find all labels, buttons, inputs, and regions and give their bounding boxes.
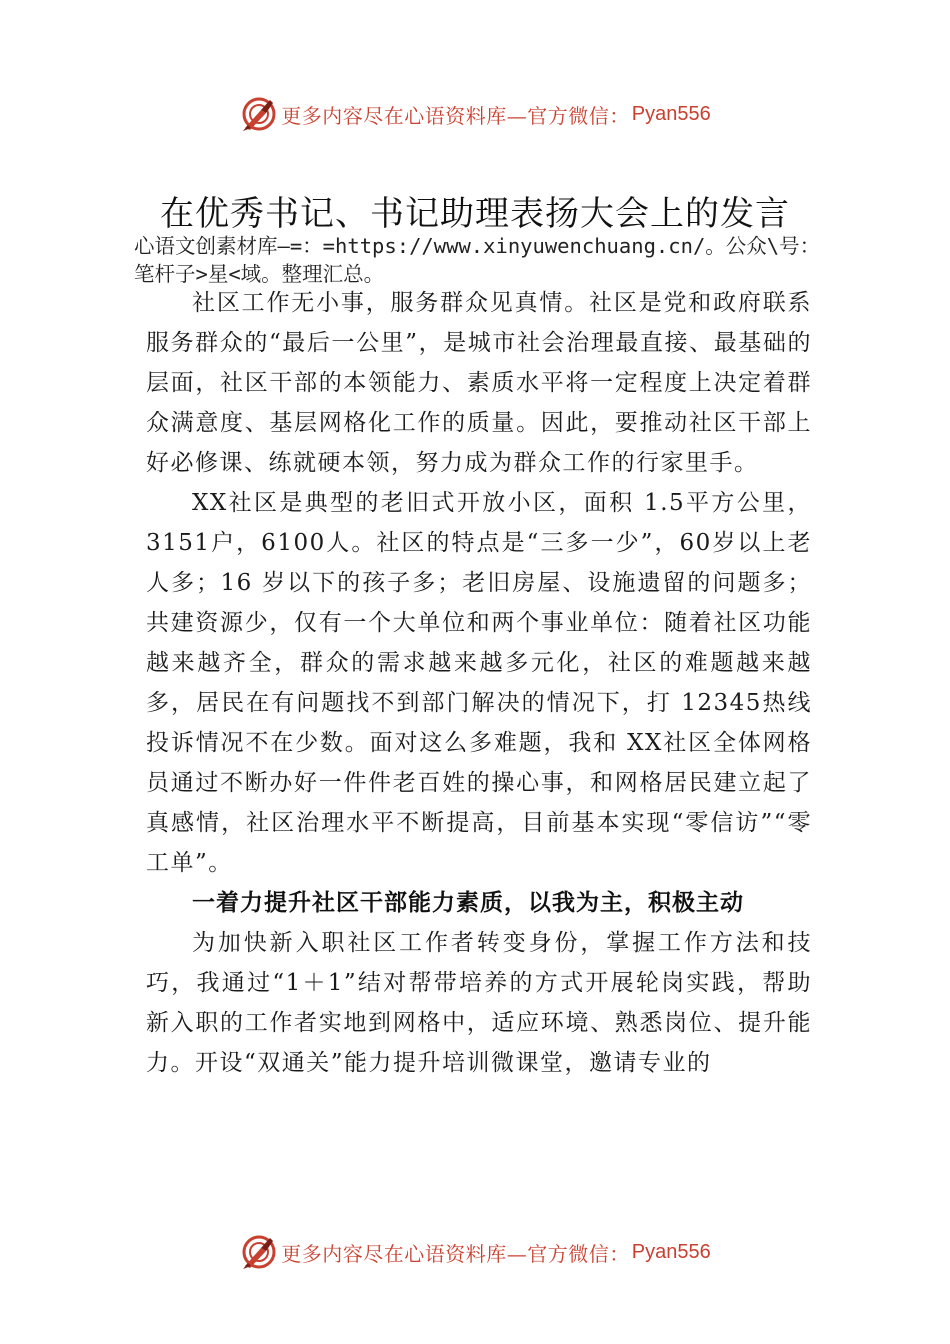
source-line: 心语文创素材库—=：=https://www.xinyuwenchuang.cn/。公众\号：笔杆子>星<域。整理汇总。 (134, 234, 821, 286)
footer-banner (0, 1230, 950, 1274)
paragraph-3: 为加快新入职社区工作者转变身份，掌握工作方法和技巧，我通过“1＋1”结对帮带培养的方式开展轮岗实践，帮助新入职的工作者实地到网格中，适应环境、熟悉岗位、提升能力。开设“双通关”能力提升培训微课堂，邀请专业的 (146, 930, 812, 1076)
paragraph-2: XX社区是典型的老旧式开放小区，面积 1.5平方公里，3151户，6100人。社区的特点是“三多一少”，60岁以上老人多；16 岁以下的孩子多；老旧房屋、设施遗留的问题多；共建资源少，仅有一个大单位和两个事业单位：随着社区功能越来越齐全，群众的需求越来越多元化，社区的难题越来越多，居民在有问题找不到部门解决的情况下，打 12345热线投诉情况不在少数。面对这么多难题，我和 XX社区全体网格员通过不断办好一件件老百姓的操心事，和网格居民建立起了真感情，社区治理水平不断提高，目前基本实现“零信访”“零工单”。 (146, 490, 812, 876)
header-banner (0, 92, 950, 136)
paragraph-1: 社区工作无小事，服务群众见真情。社区是党和政府联系服务群众的“最后一公里”，是城市社会治理最直接、最基础的层面，社区干部的本领能力、素质水平将一定程度上决定着群众满意度、基层网格化工作的质量。因此，要推动社区干部上好必修课、练就硬本领，努力成为群众工作的行家里手。 (146, 290, 812, 476)
banner-text: 更多内容尽在心语资料库—官方微信： (281, 103, 630, 128)
banner-wechat-id: Pyan556 (631, 102, 711, 125)
pen-logo-icon (239, 1232, 279, 1272)
banner-text: 更多内容尽在心语资料库—官方微信： (281, 1241, 630, 1266)
section-heading: 一着力提升社区干部能力素质，以我为主，积极主动 (192, 890, 744, 916)
document-body (146, 283, 812, 1083)
pen-logo-icon (239, 94, 279, 134)
banner-wechat-id: Pyan556 (631, 1240, 711, 1263)
document-title: 在优秀书记、书记助理表扬大会上的发言 (160, 194, 790, 234)
